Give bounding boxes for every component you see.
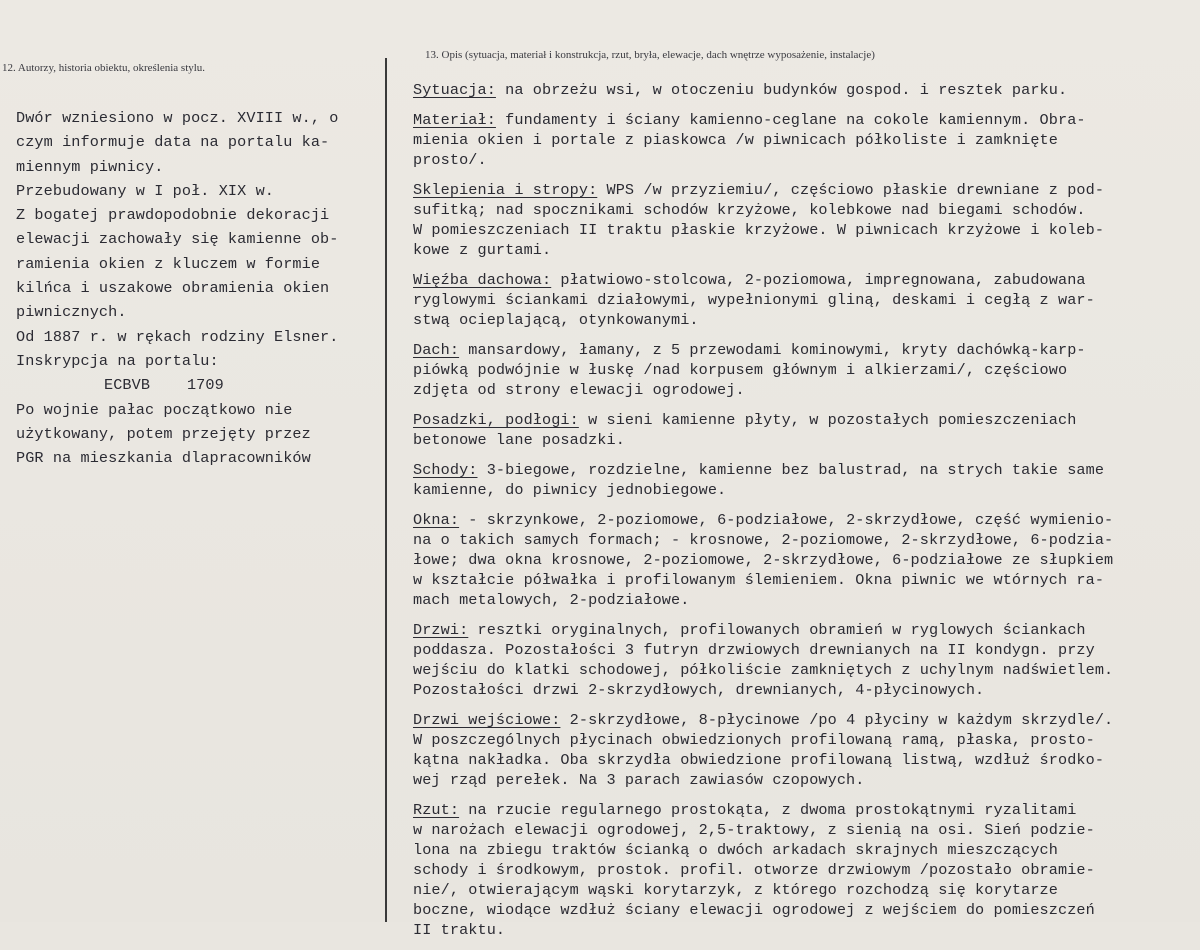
section-text: sufitką; nad spocznikami schodów krzyżowe, kolebkowe nad biegami schodów.	[413, 201, 1086, 219]
section-text: na obrzeżu wsi, w otoczeniu budynków gospod. i resztek parku.	[495, 81, 1068, 99]
section-paragraph	[413, 340, 1193, 400]
section-line	[413, 530, 1193, 550]
column-divider	[385, 58, 387, 922]
section-text: W poszczególnych płycinach obwiedzionych profilowaną ramą, płaska, prosto-	[413, 731, 1095, 749]
section-text: mansardowy, łamany, z 5 przewodami kominowymi, kryty dachówką-karp-	[459, 341, 1086, 359]
section-text: kowe z gurtami.	[413, 241, 552, 259]
section-line	[413, 430, 1193, 450]
section-text: piówką podwójnie w łuskę /nad korpusem głównym i alkierzami/, częściowo	[413, 361, 1068, 379]
history-line: miennym piwnicy.	[16, 157, 164, 176]
section-text: mienia okien i portale z piaskowca /w piwnicach półkoliste i zamknięte	[413, 131, 1058, 149]
section-text: w narożach elewacji ogrodowej, 2,5-traktowy, z sienią na osi. Sień podzie-	[413, 821, 1095, 839]
section-text: w kształcie półwałka i profilowanym ślemieniem. Okna piwnic we wtórnych ra-	[413, 571, 1105, 589]
history-line: użytkowany, potem przejęty przez	[16, 424, 311, 443]
history-text	[16, 106, 339, 470]
section-text: wej rząd perełek. Na 3 parach zawiasów czopowych.	[413, 771, 865, 789]
section-label: Więźba dachowa:	[413, 271, 552, 289]
section-line	[413, 180, 1193, 200]
section-label: Materiał:	[413, 111, 496, 129]
inscription-line	[16, 373, 339, 397]
history-line: kilńca i uszakowe obramienia okien	[16, 279, 330, 298]
section-paragraph	[413, 270, 1193, 330]
history-line: piwnicznych.	[16, 303, 127, 322]
section-line	[413, 590, 1193, 610]
section-text: łowe; dwa okna krosnowe, 2-poziomowe, 2-skrzydłowe, 6-podziałowe ze słupkiem	[413, 551, 1114, 569]
description-text	[413, 80, 1193, 950]
section-paragraph	[413, 460, 1193, 500]
section-text: boczne, wiodące wzdłuż ściany elewacji ogrodowej z wejściem do pomieszczeń	[413, 901, 1095, 919]
section-text: kamienne, do piwnicy jednobiegowe.	[413, 481, 727, 499]
section-text: na rzucie regularnego prostokąta, z dwoma prostokątnymi ryzalitami	[459, 801, 1077, 819]
history-line: Po wojnie pałac początkowo nie	[16, 400, 293, 419]
section-paragraph	[413, 510, 1193, 610]
history-line: Z bogatej prawdopodobnie dekoracji	[16, 206, 330, 225]
section-line	[413, 640, 1193, 660]
section-text: kątna nakładka. Oba skrzydła obwiedzione profilowaną listwą, wzdłuż środko-	[413, 751, 1105, 769]
section-line	[413, 80, 1193, 100]
section-text: Pozostałości drzwi 2-skrzydłowych, drewnianych, 4-płycinowych.	[413, 681, 985, 699]
section-text: II traktu.	[413, 921, 506, 939]
section-text: poddasza. Pozostałości 3 futryn drzwiowych drewnianych na II kondygn. przy	[413, 641, 1095, 659]
section-text: mach metalowych, 2-podziałowe.	[413, 591, 690, 609]
section-line	[413, 480, 1193, 500]
section-paragraph	[413, 710, 1193, 790]
section-line	[413, 130, 1193, 150]
history-line: czym informuje data na portalu ka-	[16, 133, 330, 152]
section-text: fundamenty i ściany kamienno-ceglane na cokole kamiennym. Obra-	[495, 111, 1086, 129]
inscription-year: 1709	[186, 376, 224, 395]
section-line	[413, 680, 1193, 700]
section-line	[413, 110, 1193, 130]
section-line	[413, 200, 1193, 220]
section-line	[413, 150, 1193, 170]
history-line: Od 1887 r. w rękach rodziny Elsner.	[16, 327, 339, 346]
section-line	[413, 820, 1193, 840]
left-column-header: 12. Autorzy, historia obiektu, określenia stylu.	[2, 62, 206, 74]
section-label: Posadzki, podłogi:	[413, 411, 579, 429]
section-label: Drzwi:	[413, 621, 469, 639]
history-line: Dwór wzniesiono w pocz. XVIII w., o	[16, 109, 339, 127]
section-paragraph	[413, 620, 1193, 700]
section-text: stwą ocieplającą, otynkowanymi.	[413, 311, 699, 329]
section-text: - skrzynkowe, 2-poziomowe, 6-podziałowe, 2-skrzydłowe, część wymienio-	[459, 511, 1114, 529]
section-line	[413, 860, 1193, 880]
section-line	[413, 360, 1193, 380]
section-label: Sytuacja:	[413, 81, 496, 99]
section-text: na o takich samych formach; - krosnowe, 2-poziomowe, 2-skrzydłowe, 6-podzia-	[413, 531, 1114, 549]
inscription-letters: ECBVB	[104, 376, 151, 395]
section-line	[413, 340, 1193, 360]
section-text: nie/, otwierającym wąski korytarzyk, z którego rozchodzą się korytarze	[413, 881, 1058, 899]
section-paragraph	[413, 110, 1193, 170]
section-line	[413, 900, 1193, 920]
section-text: betonowe lane posadzki.	[413, 431, 625, 449]
section-label: Drzwi wejściowe:	[413, 711, 561, 729]
section-line	[413, 620, 1193, 640]
section-line	[413, 410, 1193, 430]
section-text: resztki oryginalnych, profilowanych obramień w ryglowych ściankach	[468, 621, 1086, 639]
section-label: Schody:	[413, 461, 478, 479]
section-text: ryglowymi ściankami działowymi, wypełnionymi gliną, deskami i cegłą z war-	[413, 291, 1095, 309]
section-text: zdjęta od strony elewacji ogrodowej.	[413, 381, 745, 399]
section-label: Dach:	[413, 341, 460, 359]
section-label: Sklepienia i stropy:	[413, 181, 598, 199]
section-line	[413, 240, 1193, 260]
section-text: WPS /w przyziemiu/, częściowo płaskie drewniane z pod-	[597, 181, 1105, 199]
section-line	[413, 750, 1193, 770]
section-text: wejściu do klatki schodowej, półkoliście zamkniętych z uchylnym nadświetlem.	[413, 661, 1114, 679]
section-text: lona na zbiegu traktów ścianką o dwóch arkadach skrajnych mieszczących	[413, 841, 1058, 859]
section-line	[413, 920, 1193, 940]
section-line	[413, 380, 1193, 400]
section-text: w sieni kamienne płyty, w pozostałych pomieszczeniach	[578, 411, 1077, 429]
section-paragraph	[413, 800, 1193, 940]
section-line	[413, 800, 1193, 820]
section-paragraph	[413, 80, 1193, 100]
section-text: schody i środkowym, prostok. profil. otworze drzwiowym /pozostało obramie-	[413, 861, 1095, 879]
history-line: Przebudowany w I poł. XIX w.	[16, 181, 274, 200]
section-text: 3-biegowe, rozdzielne, kamienne bez balustrad, na strych takie same	[477, 461, 1105, 479]
section-text: prosto/.	[413, 151, 487, 169]
history-line: elewacji zachowały się kamienne ob-	[16, 230, 339, 249]
section-text: płatwiowo-stolcowa, 2-poziomowa, impregnowana, zabudowana	[551, 271, 1086, 289]
section-line	[413, 550, 1193, 570]
history-line: Inskrypcja na portalu:	[16, 351, 219, 370]
section-line	[413, 770, 1193, 790]
section-line	[413, 840, 1193, 860]
section-paragraph	[413, 180, 1193, 260]
section-line	[413, 710, 1193, 730]
section-line	[413, 570, 1193, 590]
section-line	[413, 220, 1193, 240]
section-paragraph	[413, 410, 1193, 450]
section-line	[413, 730, 1193, 750]
section-text: 2-skrzydłowe, 8-płycinowe /po 4 płyciny w każdym skrzydle/.	[560, 711, 1114, 729]
section-label: Okna:	[413, 511, 460, 529]
section-line	[413, 510, 1193, 530]
section-line	[413, 310, 1193, 330]
section-line	[413, 270, 1193, 290]
section-line	[413, 880, 1193, 900]
section-line	[413, 660, 1193, 680]
section-label: Rzut:	[413, 801, 460, 819]
section-text: W pomieszczeniach II traktu płaskie krzyżowe. W piwnicach krzyżowe i koleb-	[413, 221, 1105, 239]
section-line	[413, 460, 1193, 480]
right-column-header: 13. Opis (sytuacja, materiał i konstrukcja, rzut, bryła, elewacje, dach wnętrze wyposażenie, instalacje)	[425, 49, 875, 61]
history-line: PGR na mieszkania dlapracowników	[16, 449, 311, 468]
history-line: ramienia okien z kluczem w formie	[16, 254, 321, 273]
section-line	[413, 290, 1193, 310]
